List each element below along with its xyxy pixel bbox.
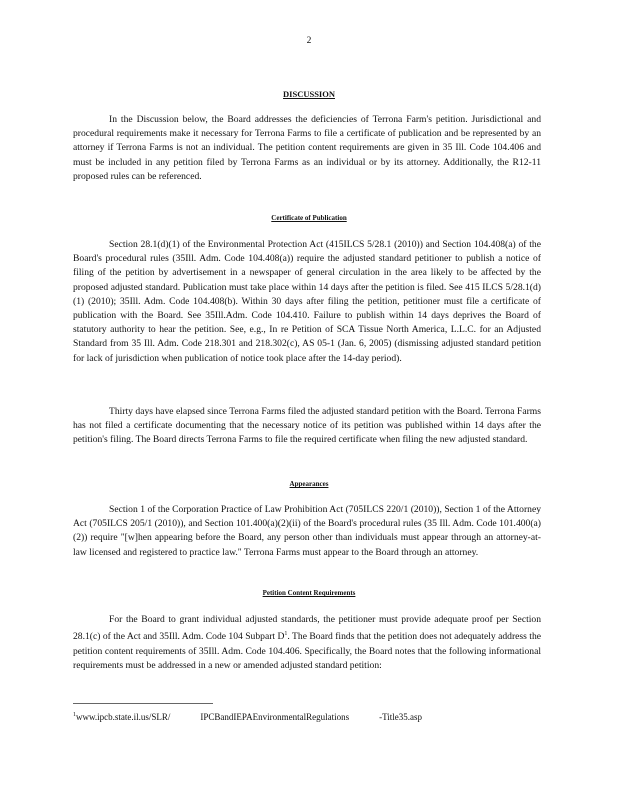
certificate-heading: Certificate of Publication xyxy=(271,214,347,222)
petition-content-text-continued: . The Board finds that the petition does not adequately address the petition content requirements of 35Ill. Adm. Code 104.406. Specifically, the Board notes that the following informational requirements must be addressed in a new or amended adjusted standard petition: xyxy=(73,631,542,671)
appearances-paragraph: Section 1 of the Corporation Practice of Law Prohibition Act (705ILCS 220/1 (2010)), Section 1 of the Attorney Act (705ILCS 205/1 (2010)), and Section 101.400(a)(2)(ii) of the Board's procedural rules (35 Ill. Adm. Code 101.400(a)(2)) require "[w]hen appearing before the Board, any person other than individuals must appear through an attorney-at-law licensed and registered to practice law." Terrona Farms must appear to the Board through an attorney. xyxy=(73,504,541,558)
discussion-paragraph: In the Discussion below, the Board addresses the deficiencies of Terrona Farm's petition. Jurisdictional and procedural requirements make it necessary for Terrona Farms to file a certificate of publication and be represented by an attorney if Terrona Farms is not an individual. The petition content requirements are given in 35 Ill. Code 104.406 and must be included in any petition filed by Terrona Farms as an individual or by its attorney. Additionally, the R12-11 proposed rules can be referenced. xyxy=(73,114,541,182)
petition-content-text: For the Board to grant individual adjusted standards, the petitioner must provide adequate proof per Section 28.1(c) of the Act and 35Ill. Adm. Code 104 Subpart D xyxy=(73,614,541,643)
appearances-heading: Appearances xyxy=(289,480,329,488)
certificate-paragraph-2: Thirty days have elapsed since Terrona Farms filed the adjusted standard petition with the Board. Terrona Farms has not filed a certificate documenting that the necessary notice of its petition was published within 14 days after the petition's filing. The Board directs Terrona Farms to file the required certificate when filing the new adjusted standard. xyxy=(73,406,541,446)
footnote xyxy=(73,712,422,722)
petition-content-heading: Petition Content Requirements xyxy=(262,589,356,597)
discussion-heading: DISCUSSION xyxy=(283,89,335,99)
page-number: 2 xyxy=(306,36,312,46)
footnote-divider xyxy=(73,703,213,704)
footnote-url-part-1: www.ipcb.state.il.us/SLR/ xyxy=(76,712,171,722)
petition-content-paragraph xyxy=(73,613,541,673)
footnote-url-part-2: IPCBandIEPAEnvironmentalRegulations xyxy=(200,712,350,722)
footnote-reference: 1 xyxy=(284,631,288,638)
certificate-paragraph-1: Section 28.1(d)(1) of the Environmental Protection Act (415ILCS 5/28.1 (2010)) and Section 104.408(a) of the Board's procedural rules (35Ill. Adm. Code 104.408(a)) require the adjusted standard petitioner to publish a notice of filing of the petition by advertisement in a newspaper of general circulation in the area likely to be affected by the proposed adjusted standard. Publication must take place within 14 days after the petition is filed. See 415 ILCS 5/28.1(d)(1) (2010); 35Ill. Adm. Code 104.408(b). Within 30 days after filing the petition, petitioner must file a certificate of publication with the Board. See 35Ill.Adm. Code 104.410. Failure to publish within 14 days deprives the Board of statutory authority to hear the petition. See, e.g., In re Petition of SCA Tissue North America, L.L.C. for an Adjusted Standard from 35 Ill. Adm. Code 218.301 and 218.302(c), AS 05-1 (Jan. 6, 2005) (dismissing adjusted standard petition for lack of jurisdiction when publication of notice took place after the 14-day period). xyxy=(73,239,541,364)
footnote-marker: 1 xyxy=(73,712,76,718)
footnote-url-part-3: -Title35.asp xyxy=(379,712,423,722)
